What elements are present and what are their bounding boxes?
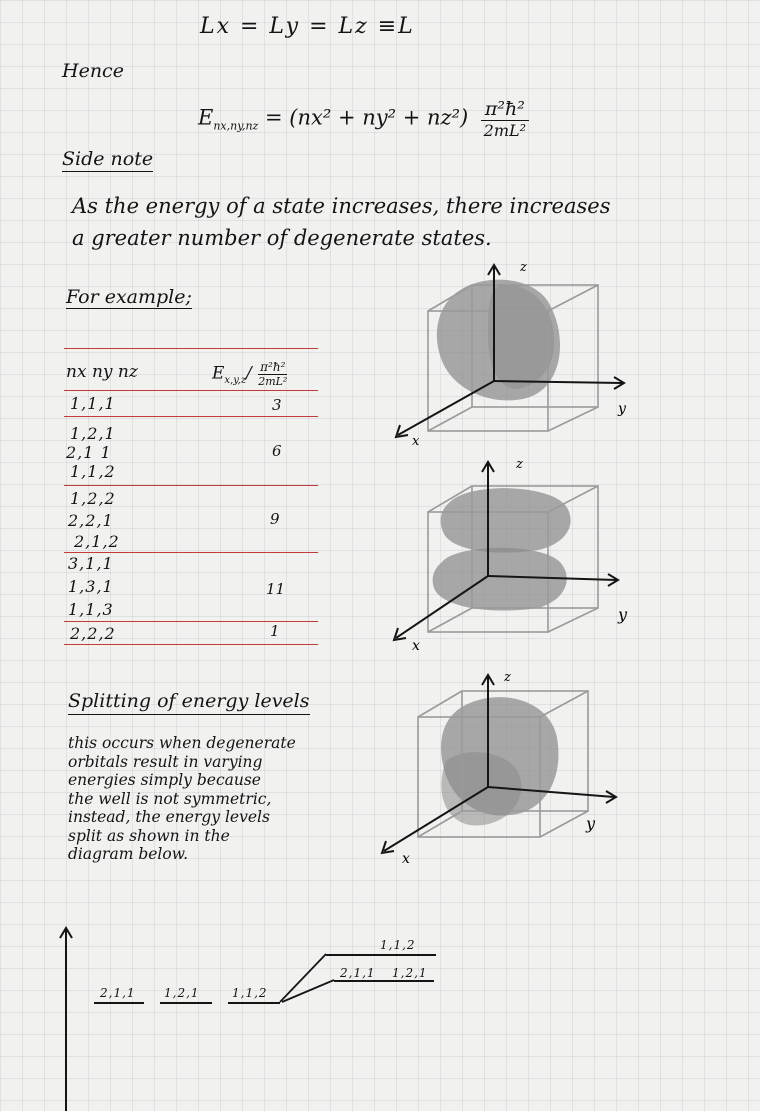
table-header-energy: $E_{x,y,z}/$ $\frac{\text{π²ħ²}}{\text{2mL²}}$: [212, 360, 288, 388]
level-label: 1,2,1: [164, 986, 200, 1000]
splitting-line: instead, the energy levels: [68, 808, 270, 826]
splitting-line: diagram below.: [68, 845, 189, 863]
level-label: 1,1,2: [380, 938, 416, 952]
energy-header-denominator: 2mL²: [258, 375, 288, 388]
level-label: 2,1,1: [100, 986, 136, 1000]
energy-header-sub: x,y,z: [224, 374, 247, 386]
energy-level-line: [326, 954, 436, 956]
for-example-heading: For example;: [66, 286, 192, 308]
axis-label-y: y: [618, 605, 628, 624]
splitting-line: orbitals result in varying: [68, 752, 263, 771]
axis-label-x: x: [412, 434, 420, 449]
axis-label-x: x: [412, 638, 420, 654]
table-rule: [64, 390, 318, 391]
table-rule: [64, 621, 318, 622]
table-header-n: nx ny nz: [66, 362, 138, 382]
energy-value: 6: [272, 442, 282, 460]
table-row: 1,1,2: [70, 462, 116, 481]
splitting-heading: Splitting of energy levels: [68, 690, 310, 715]
table-rule: [64, 348, 318, 349]
hence-label: Hence: [62, 60, 124, 82]
table-row: 1,1,1: [70, 394, 116, 413]
axis-label-x: x: [402, 851, 410, 867]
energy-axis-arrow: [56, 924, 76, 1111]
energy-header-symbol: E: [212, 363, 225, 384]
top-equation: Lx = Ly = Lz ≡L: [200, 14, 415, 39]
table-rule: [64, 644, 318, 645]
splitting-line: the well is not symmetric,: [68, 789, 272, 808]
side-note-line-2: a greater number of degenerate states.: [72, 226, 492, 250]
cube-diagram-3: [370, 665, 650, 870]
energy-symbol: E: [198, 105, 214, 130]
splitting-line: this occurs when degenerate: [68, 734, 296, 752]
energy-numerator: π²ħ²: [481, 98, 529, 121]
axis-label-y: y: [586, 814, 596, 833]
table-row: 2,1,2: [74, 532, 120, 551]
table-rule: [64, 552, 318, 553]
energy-subscript: nx,ny,nz: [213, 119, 259, 133]
energy-value: 11: [266, 580, 286, 598]
energy-denominator: 2mL²: [483, 121, 527, 140]
side-note-line-1: As the energy of a state increases, there increases: [72, 194, 611, 218]
energy-level-line: [334, 980, 434, 982]
side-note-paragraph: [72, 190, 712, 254]
split-connector: [278, 950, 338, 1006]
energy-level-line: [94, 1002, 144, 1004]
cube-diagram-1: [370, 255, 650, 455]
energy-value: 3: [272, 396, 282, 414]
table-row: 2,1 1: [66, 443, 112, 462]
cube-diagram-2: [370, 452, 650, 657]
table-row: 2,2,1: [68, 511, 114, 530]
splitting-paragraph: [68, 734, 296, 864]
energy-level-line: [160, 1002, 212, 1004]
level-label: 2,1,1: [340, 966, 376, 980]
axis-label-y: y: [618, 401, 626, 417]
energy-middle: = (nx² + ny² + nz²): [265, 105, 469, 130]
axis-label-z: z: [516, 457, 523, 472]
level-label: 1,2,1: [392, 966, 428, 980]
energy-header-fraction: [258, 360, 287, 388]
table-row: 3,1,1: [68, 554, 114, 573]
table-row: 2,2,2: [70, 624, 116, 643]
axis-label-z: z: [520, 260, 527, 275]
table-row: 1,3,1: [68, 577, 114, 596]
energy-header-numerator: π²ħ²: [260, 360, 286, 374]
energy-level-line: [228, 1002, 280, 1004]
table-row: 1,2,1: [70, 424, 116, 443]
energy-equation: [198, 98, 529, 140]
table-rule: [64, 416, 318, 417]
splitting-line: energies simply because: [68, 771, 261, 789]
energy-fraction: [481, 98, 529, 140]
axis-label-z: z: [504, 670, 511, 685]
table-row: 1,1,3: [68, 600, 114, 619]
level-label: 1,1,2: [232, 986, 268, 1000]
energy-value: 9: [270, 510, 280, 528]
energy-value: 1: [270, 622, 280, 640]
table-row: 1,2,2: [70, 489, 116, 508]
side-note-heading: Side note: [62, 148, 154, 170]
table-rule: [64, 485, 318, 486]
splitting-line: split as shown in the: [68, 826, 230, 845]
